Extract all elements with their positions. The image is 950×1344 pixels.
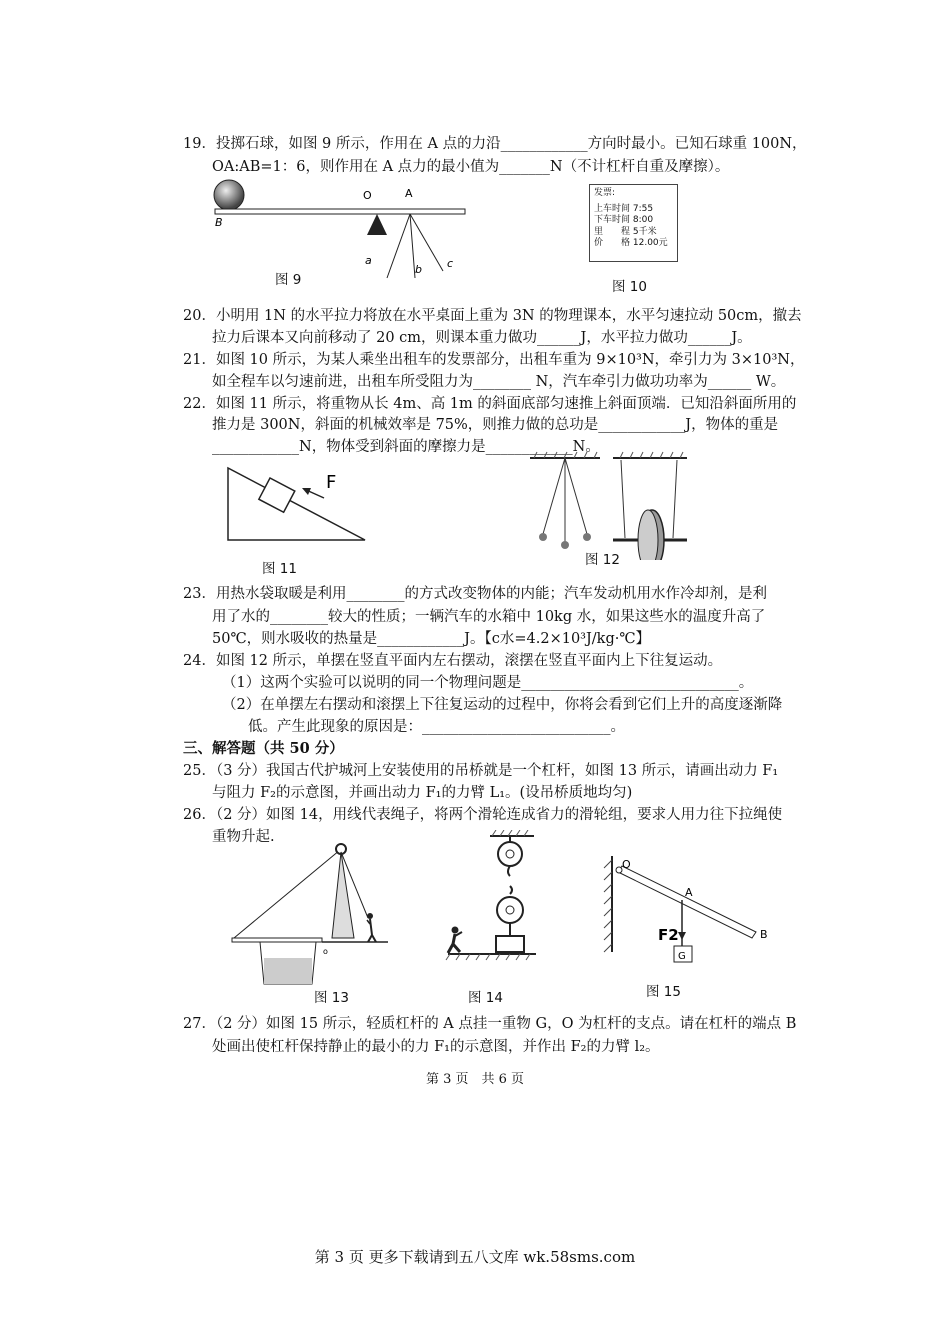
receipt-value: 5千米: [632, 226, 657, 237]
incline-triangle: [228, 468, 365, 540]
download-banner: 第 3 页 更多下载请到五八文库 wk.58sms.com: [314, 1248, 636, 1266]
figure-12-pendulums: [525, 450, 695, 560]
q23-line1: 23．用热水袋取暖是利用________的方式改变物体的内能；汽车发动机用水作冷却剂，是利: [183, 586, 767, 602]
q26-line1: 26．（2 分）如图 14，用线代表绳子，将两个滑轮连成省力的滑轮组，要求人用力往下拉绳使: [183, 807, 783, 823]
receipt-key: 下车时间: [594, 215, 631, 225]
q25-line2: 与阻力 F₂的示意图，并画出动力 F₁的力臂 L₁。(设吊桥质地均匀): [212, 785, 633, 801]
maxwell-string-right: [673, 460, 677, 538]
stone-ball: [214, 180, 244, 210]
tower: [332, 852, 354, 938]
receipt-row: [594, 227, 673, 239]
figure-10-receipt: [589, 184, 678, 262]
label-G: G: [678, 951, 686, 962]
q23-line3: 50℃，则水吸收的热量是____________J。【c水=4.2×10³J/kg·℃】: [212, 631, 651, 647]
person-head: [367, 913, 373, 919]
figure-9-caption: 图 9: [275, 272, 302, 288]
q20-line2: 拉力后课本又向前移动了 20 cm，则课本重力做功______J，水平拉力做功______J。: [212, 330, 752, 346]
maxwell-wheel-face: [638, 510, 658, 560]
pendulum-bob-mid: [561, 541, 569, 549]
pivot-label: o: [323, 947, 328, 956]
receipt-key: 价 格: [594, 238, 631, 248]
q22-line1: 22．如图 11 所示，将重物从长 4m、高 1m 的斜面底部匀速推上斜面顶端．已知沿斜面所用的: [183, 396, 797, 412]
figure-11-caption: 图 11: [262, 561, 297, 577]
receipt-value: 7:55: [632, 203, 654, 214]
label-a: a: [365, 254, 372, 267]
figure-11-incline: [222, 460, 372, 545]
person-head: [452, 927, 459, 934]
page-footer: 第 3 页 共 6 页: [425, 1072, 525, 1087]
q19-line1: 19．投掷石球，如图 9 所示，作用在 A 点的力沿____________方向时最小。已知石球重 100N，: [183, 136, 807, 152]
force-line-a: [387, 214, 410, 278]
figure-12-caption: 图 12: [585, 552, 620, 568]
figure-9-lever: [205, 175, 475, 285]
receipt-title: 发票:: [594, 188, 616, 198]
q24-line1: 24．如图 12 所示，单摆在竖直平面内左右摆动，滚摆在竖直平面内上下往复运动。: [183, 653, 723, 669]
label-b: b: [415, 263, 422, 276]
q21-line2: 如全程车以匀速前进，出租车所受阻力为________ N，汽车牵引力做功功率为______ W。: [212, 374, 786, 390]
q27-line2: 处画出使杠杆保持静止的最小的力 F₁的示意图，并作出 F₂的力臂 l₂。: [212, 1039, 660, 1055]
label-A: A: [405, 187, 413, 200]
person-body: [370, 919, 372, 935]
pendulum-bob-right: [583, 533, 591, 541]
label-O: O: [363, 189, 372, 202]
q25-line1: 25．（3 分）我国古代护城河上安装使用的吊桥就是一个杠杆，如图 13 所示，请画出动力 F₁: [183, 763, 779, 779]
figure-14-pulleys: [440, 830, 540, 970]
receipt-row: [594, 238, 673, 250]
pendulum-bob-left: [539, 533, 547, 541]
q20-line1: 20．小明用 1N 的水平拉力将放在水平桌面上重为 3N 的物理课本，水平匀速拉动 50cm，撤去: [183, 308, 802, 324]
receipt-key: 上车时间: [594, 203, 631, 214]
lever-bar: [618, 866, 756, 938]
label-B: B: [760, 928, 768, 941]
receipt-value: 12.00元: [632, 238, 668, 248]
figure-14-caption: 图 14: [468, 990, 503, 1006]
q23-line2: 用了水的________较大的性质；一辆汽车的水箱中 10kg 水，如果这些水的温度升高了: [212, 609, 766, 625]
figure-10-caption: 图 10: [612, 279, 647, 295]
q24-line2: （1）这两个实验可以说明的同一个物理问题是______________________________。: [222, 675, 754, 691]
moat-water: [264, 958, 312, 984]
q22-line3: ____________N，物体受到斜面的摩擦力是____________N。: [212, 439, 600, 455]
label-F2: F2: [658, 926, 679, 944]
receipt-key: 里 程: [594, 226, 631, 237]
receipt-row: [594, 215, 673, 227]
pendulum-string-right: [565, 458, 587, 534]
bridge-deck: [232, 938, 322, 942]
q26-line2: 重物升起.: [212, 829, 275, 845]
maxwell-string-left: [621, 460, 625, 538]
label-O: O: [622, 858, 631, 871]
section-3-heading: 三、解答题（共 50 分）: [183, 740, 344, 757]
figure-13-caption: 图 13: [314, 990, 349, 1006]
force-label: F: [326, 472, 337, 493]
pendulum-string-left: [543, 458, 565, 534]
weight-block: [496, 936, 524, 952]
receipt-value: 8:00: [632, 215, 654, 225]
label-A: A: [685, 886, 693, 899]
q24-line3: （2）在单摆左右摆动和滚摆上下往复运动的过程中，你将会看到它们上升的高度逐渐降: [222, 697, 783, 713]
receipt-row: [594, 204, 673, 216]
q27-line1: 27．（2 分）如图 15 所示，轻质杠杆的 A 点挂一重物 G，O 为杠杆的支点。请在杠杆的端点 B: [183, 1016, 797, 1032]
label-B: B: [215, 216, 223, 229]
figure-13-drawbridge: [228, 838, 398, 990]
q22-line2: 推力是 300N，斜面的机械效率是 75%，则推力做的总功是____________J，物体的重是: [212, 417, 779, 433]
figure-15-lever: [598, 852, 778, 970]
rope: [234, 850, 340, 938]
hook-top: [508, 866, 510, 876]
lever-bar: [215, 209, 465, 214]
q19-line2: OA:AB=1：6，则作用在 A 点力的最小值为_______N（不计杠杆自重及摩擦）。: [212, 159, 730, 175]
label-c: c: [447, 257, 454, 270]
hook-mid: [510, 886, 512, 894]
fulcrum: [367, 214, 387, 235]
q21-line1: 21．如图 10 所示，为某人乘坐出租车的发票部分，出租车重为 9×10³N，牵引力为 3×10³N，: [183, 352, 805, 368]
q24-line4: 低。产生此现象的原因是：__________________________。: [248, 719, 625, 735]
figure-15-caption: 图 15: [646, 984, 681, 1000]
f2-arrowhead: [678, 932, 686, 940]
